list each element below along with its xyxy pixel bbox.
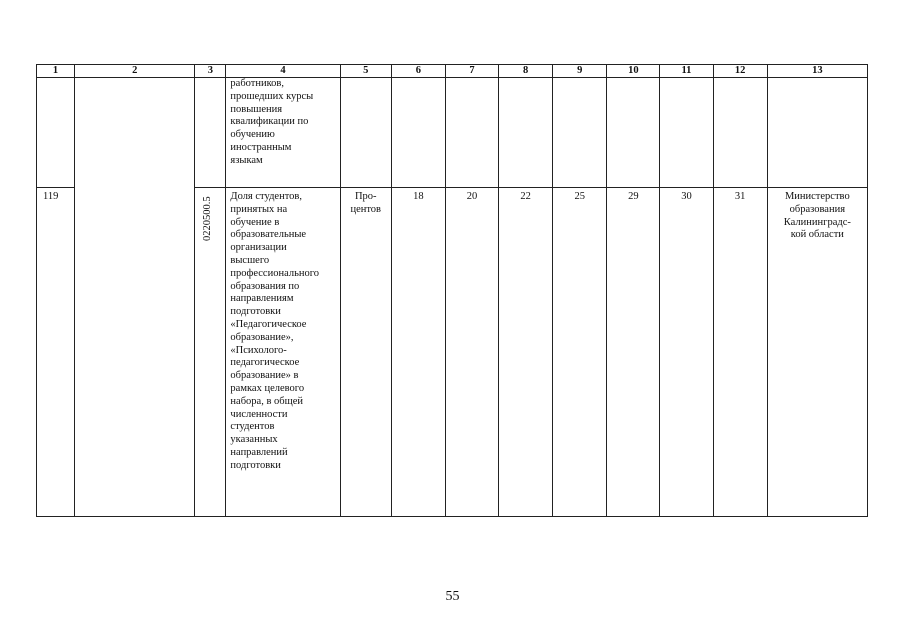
indicator-line: «Психолого- bbox=[230, 344, 287, 356]
value-col-10: 29 bbox=[607, 188, 660, 517]
value-col-11: 30 bbox=[660, 188, 713, 517]
col-header-5: 5 bbox=[340, 65, 391, 78]
col-header-1: 1 bbox=[37, 65, 75, 78]
indicator-line: педагогическое bbox=[230, 357, 300, 369]
header-row bbox=[37, 65, 868, 78]
indicator-line: рамках целевого bbox=[230, 382, 305, 394]
indicator-line: указанных bbox=[230, 434, 278, 446]
row-number: 119 bbox=[37, 188, 75, 517]
col-header-9: 9 bbox=[553, 65, 607, 78]
responsible-cell bbox=[767, 188, 867, 517]
indicator-line: образования по bbox=[230, 280, 300, 292]
cell-empty bbox=[195, 78, 226, 188]
value-col-6: 18 bbox=[391, 188, 445, 517]
indicator-line: Доля студентов, bbox=[230, 191, 302, 202]
table-row-continued bbox=[37, 78, 868, 188]
value-col-12: 31 bbox=[713, 188, 767, 517]
indicator-line: студентов bbox=[230, 421, 275, 433]
indicator-cell bbox=[226, 188, 340, 517]
cell-empty bbox=[499, 78, 553, 188]
indicator-line: принятых на bbox=[230, 203, 288, 215]
indicator-line: образовательные bbox=[230, 229, 307, 241]
responsible-line: Калининградс- bbox=[783, 216, 851, 228]
indicator-line: подготовки bbox=[230, 306, 281, 318]
indicator-line: профессионального bbox=[230, 267, 320, 279]
data-table bbox=[36, 64, 868, 517]
indicator-line: работников, bbox=[230, 78, 285, 89]
responsible-line: кой области bbox=[790, 229, 844, 241]
indicator-line: обучение в bbox=[230, 216, 280, 228]
value-col-9: 25 bbox=[553, 188, 607, 517]
col-header-4: 4 bbox=[226, 65, 340, 78]
indicator-line: «Педагогическое bbox=[230, 318, 307, 330]
responsible-line: Министерство bbox=[784, 191, 850, 202]
cell-empty bbox=[37, 78, 75, 188]
cell-program bbox=[75, 78, 195, 517]
indicator-line: набора, в общей bbox=[230, 395, 303, 407]
indicator-line: прошедших курсы bbox=[230, 90, 314, 102]
indicator-line: языкам bbox=[230, 154, 263, 166]
col-header-7: 7 bbox=[445, 65, 498, 78]
indicator-line: образование», bbox=[230, 331, 294, 343]
col-header-10: 10 bbox=[607, 65, 660, 78]
col-header-6: 6 bbox=[391, 65, 445, 78]
col-header-2: 2 bbox=[75, 65, 195, 78]
col-header-13: 13 bbox=[767, 65, 867, 78]
col-header-8: 8 bbox=[499, 65, 553, 78]
responsible-line: образования bbox=[789, 203, 846, 215]
indicator-line: иностранным bbox=[230, 141, 292, 153]
page-number: 55 bbox=[445, 589, 460, 604]
cell-empty bbox=[340, 78, 391, 188]
col-header-3: 3 bbox=[195, 65, 226, 78]
cell-empty bbox=[713, 78, 767, 188]
value-col-7: 20 bbox=[445, 188, 498, 517]
col-header-12: 12 bbox=[713, 65, 767, 78]
indicator-line: повышения bbox=[230, 103, 283, 115]
indicator-line: направлениям bbox=[230, 293, 294, 305]
indicator-cell-continued bbox=[226, 78, 340, 188]
indicator-line: образование» в bbox=[230, 370, 299, 382]
cell-empty bbox=[553, 78, 607, 188]
unit-line: центов bbox=[350, 203, 382, 215]
indicator-line: высшего bbox=[230, 254, 270, 266]
indicator-line: подготовки bbox=[230, 459, 281, 471]
value-col-8: 22 bbox=[499, 188, 553, 517]
code-cell bbox=[195, 188, 226, 517]
indicator-line: квалификации по bbox=[230, 116, 309, 128]
unit-line: Про- bbox=[354, 191, 377, 202]
indicator-line: направлений bbox=[230, 446, 288, 458]
col-header-11: 11 bbox=[660, 65, 713, 78]
cell-empty bbox=[767, 78, 867, 188]
cell-empty bbox=[607, 78, 660, 188]
indicator-line: численности bbox=[230, 408, 288, 420]
indicator-line: организации bbox=[230, 242, 287, 254]
cell-empty bbox=[445, 78, 498, 188]
unit-cell bbox=[340, 188, 391, 517]
indicator-line: обучению bbox=[230, 129, 275, 141]
indicator-code: 0220500.5 bbox=[202, 196, 214, 241]
cell-empty bbox=[391, 78, 445, 188]
cell-empty bbox=[660, 78, 713, 188]
